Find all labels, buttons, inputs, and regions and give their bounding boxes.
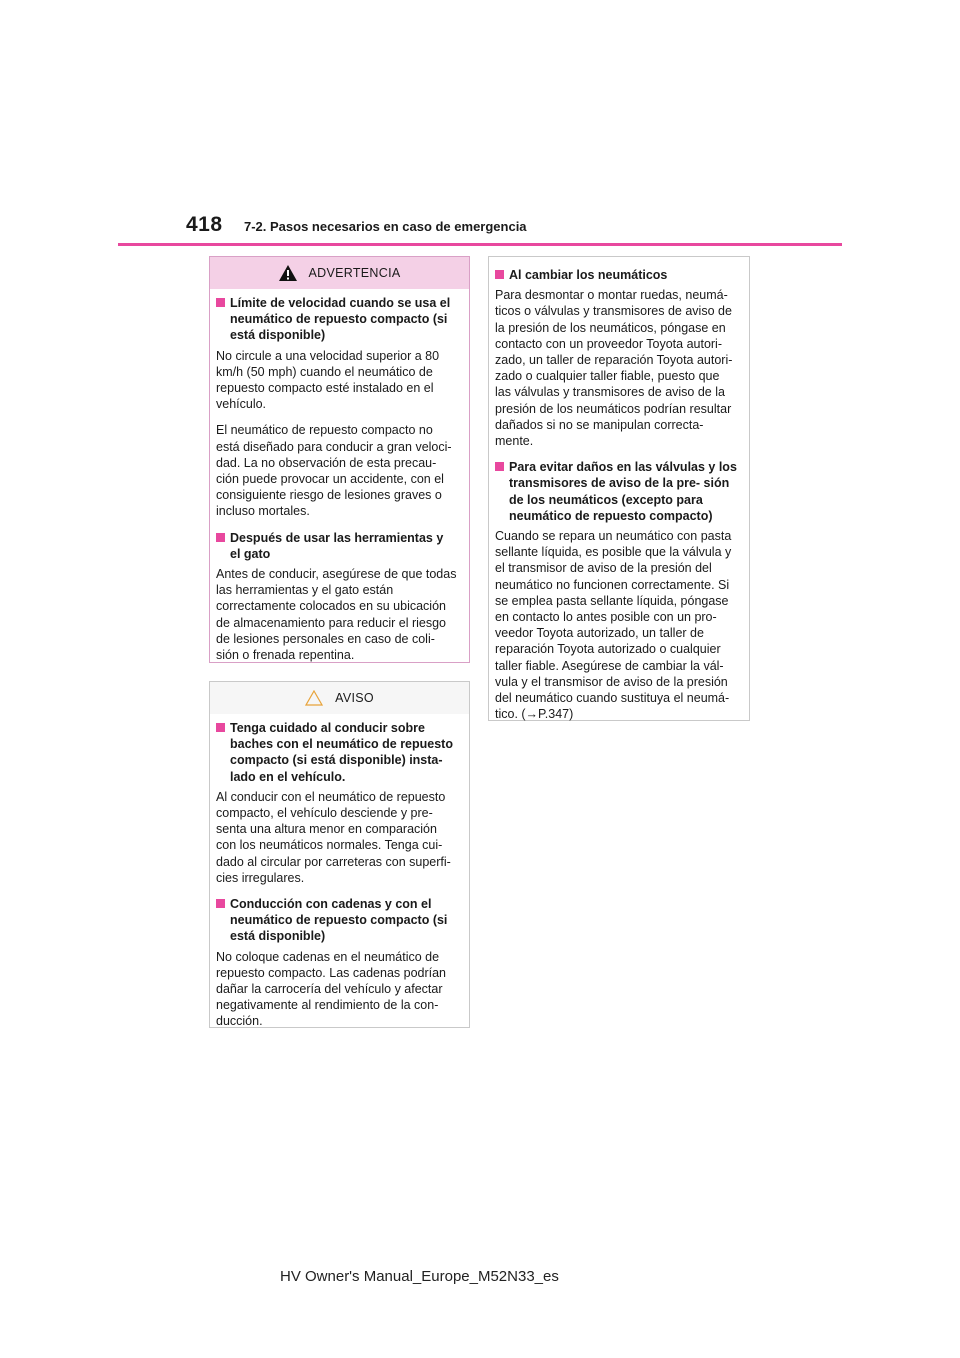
warning-box [209,256,470,663]
pink-square-bullet-icon [495,270,504,279]
section-title: 7-2. Pasos necesarios en caso de emergencia [244,219,527,234]
footer-manual-id: HV Owner's Manual_Europe_M52N33_es [280,1268,559,1285]
info-item-1-paragraph-1: Para desmontar o montar ruedas, neumá- ticos o válvulas y transmisores de aviso de la presión de los neumáticos, póngase en contacto con un proveedor Toyota autori- zado, un taller de reparación Toyota autori- zado o cualquier taller fiable, puesto que las válvulas y transmisores de aviso de la presión de los neumáticos podrían resultar dañados si no se manipulan correcta- mente. [495,288,733,449]
pink-square-bullet-icon [216,723,225,732]
warning-box-title: ADVERTENCIA [308,265,401,280]
warning-item-1-paragraph-2: El neumático de repuesto compacto no está diseñado para conducir a gran veloci- dad. La no observación de esta precau- ción puede provocar un accidente, con el consiguiente riesgo de lesiones graves o incluso mortales. [216,423,452,519]
header-rule [118,243,842,246]
pink-square-bullet-icon [216,298,225,307]
warning-box-header [210,257,469,289]
warning-item-heading-2: Después de usar las herramientas y el gato [216,530,457,562]
notice-item-heading-2: Conducción con cadenas y con el neumático de repuesto compacto (si está disponible) [216,896,457,945]
notice-item-1-paragraph-1: Al conducir con el neumático de repuesto compacto, el vehículo desciende y pre- senta una altura menor en comparación con los neumáticos normales. Tenga cui- dado al circular por carreteras con superfi- cies irregulares. [216,789,451,885]
pink-square-bullet-icon [216,533,225,542]
info-item-heading-2: Para evitar daños en las válvulas y los transmisores de aviso de la pre- sión de los neumáticos (excepto para neumático de repuesto compacto) [495,459,737,524]
info-item-2-paragraph-1: Cuando se repara un neumático con pasta sellante líquida, es posible que la válvula y el transmisor de aviso de la presión del neumático no funcionen correctamente. Si se emplea pasta sellante líquida, póngase en contacto lo antes posible con un pro- veedor Toyota autorizado, un taller de reparación Toyota autorizado o cualquier taller fiable. Asegúrese de cambiar la vál- vula y el transmisor de aviso de la presión del neumático cuando sustituya el neumá- tico. (→P.347) [495,529,732,722]
notice-box [209,681,470,1028]
caution-triangle-outline-icon [305,690,323,706]
warning-item-1-paragraph-1: No circule a una velocidad superior a 80 km/h (50 mph) cuando el neumático de repuesto compacto esté instalado en el vehículo. [216,348,440,412]
pink-square-bullet-icon [216,899,225,908]
notice-item-2-paragraph-1: No coloque cadenas en el neumático de repuesto compacto. Las cadenas podrían dañar la carrocería del vehículo y afectar negativamente al rendimiento de la con- ducción. [216,949,447,1029]
notice-box-title: AVISO [335,690,374,705]
warning-item-heading-1: Límite de velocidad cuando se usa el neumático de repuesto compacto (si está disponible) [216,295,457,344]
notice-box-header [210,682,469,714]
page-number: 418 [186,213,223,236]
pink-square-bullet-icon [495,462,504,471]
warning-triangle-icon [279,265,297,281]
notice-item-heading-1: Tenga cuidado al conducir sobre baches con el neumático de repuesto compacto (si está disponible) insta- lado en el vehículo. [216,720,457,785]
info-box [488,256,750,721]
info-item-heading-1: Al cambiar los neumáticos [495,267,737,283]
warning-item-2-paragraph-1: Antes de conducir, asegúrese de que todas las herramientas y el gato están correctamente colocados en su ubicación de almacenamiento para reducir el riesgo de lesiones personales en caso de coli- sión o frenada repentina. [216,567,457,663]
